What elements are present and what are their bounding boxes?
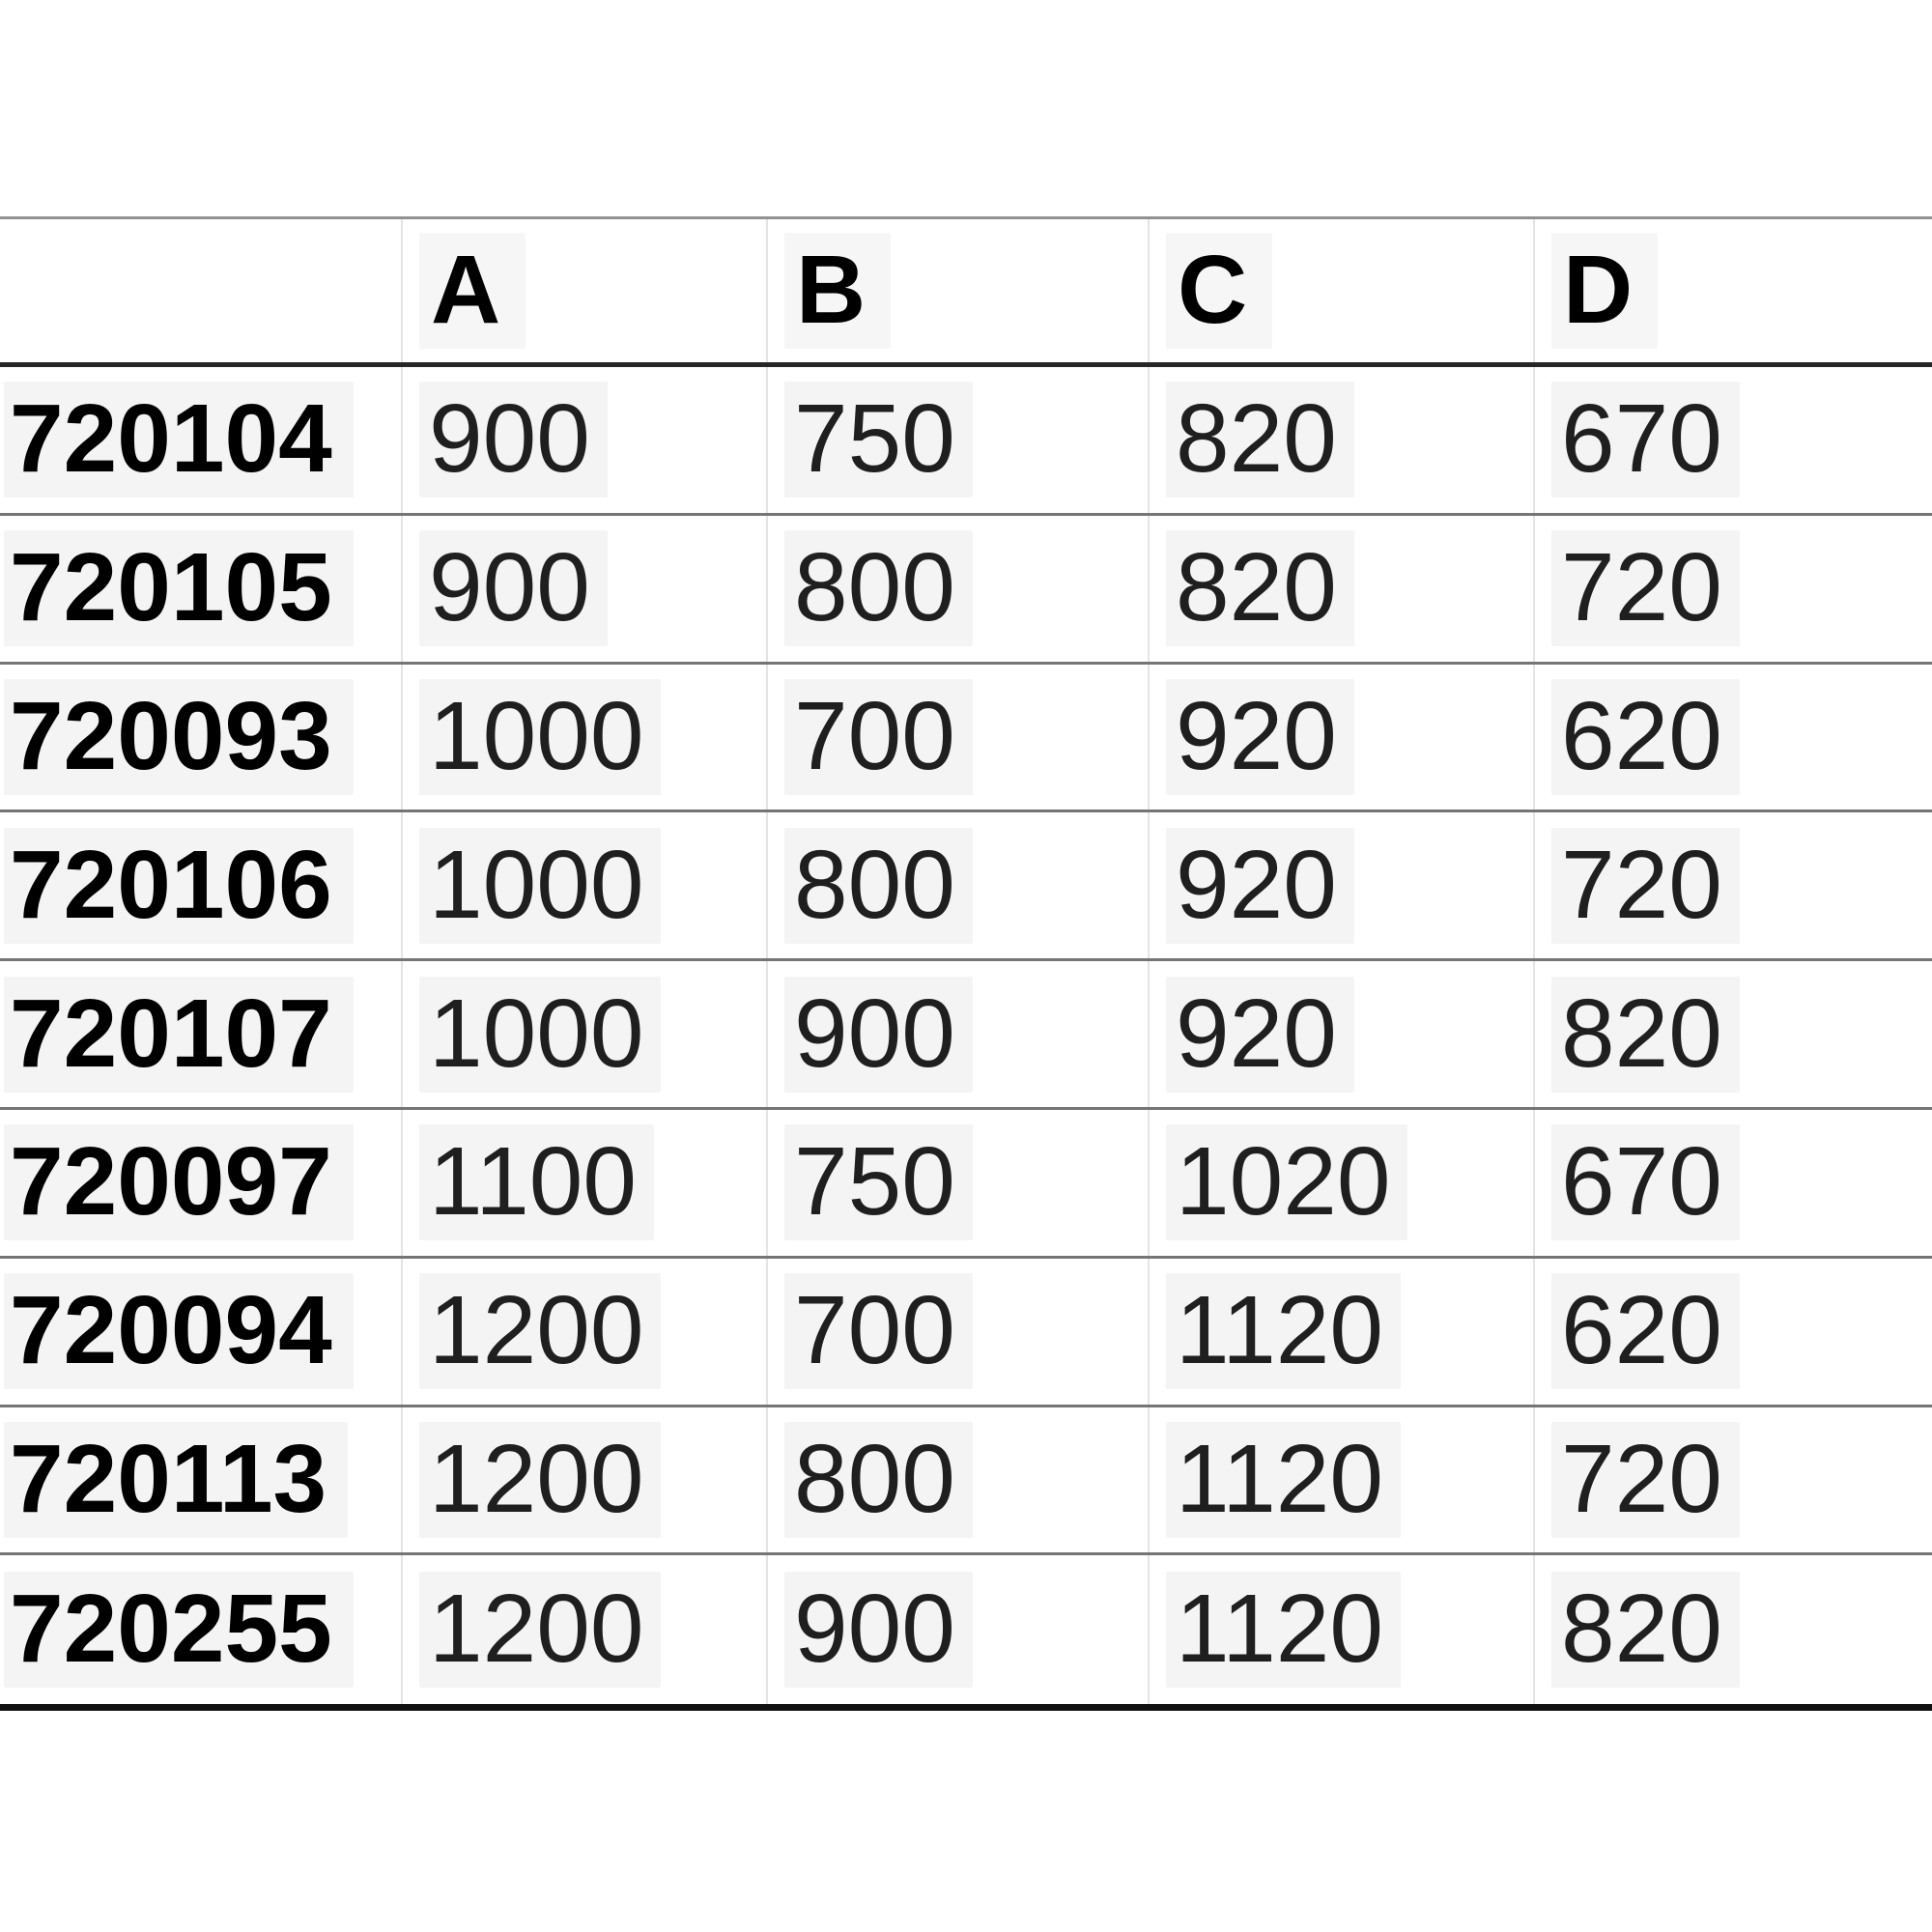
dimension-value: 800 xyxy=(784,1422,973,1538)
dimension-b-cell xyxy=(767,1422,1149,1538)
column-header-a: A xyxy=(402,233,767,349)
dimension-b-cell xyxy=(767,1273,1149,1389)
column-header-c: C xyxy=(1149,233,1534,349)
dimension-value: 920 xyxy=(1166,679,1354,795)
dimension-value: 820 xyxy=(1551,977,1740,1093)
product-code-cell xyxy=(0,1273,402,1389)
dimension-a-cell xyxy=(402,1273,767,1389)
dimension-value: 800 xyxy=(784,530,973,646)
dimension-b-cell xyxy=(767,1572,1149,1688)
dimension-a-cell xyxy=(402,828,767,944)
dimension-d-cell xyxy=(1534,530,1932,646)
dimension-b-cell xyxy=(767,1124,1149,1240)
dimension-b-cell xyxy=(767,382,1149,497)
dimension-a-cell xyxy=(402,977,767,1093)
dimension-value: 1120 xyxy=(1166,1572,1401,1688)
dimension-a-cell xyxy=(402,679,767,795)
dimension-value: 720 xyxy=(1551,530,1740,646)
dimension-value: 920 xyxy=(1166,828,1354,944)
dimension-value: 720 xyxy=(1551,1422,1740,1538)
product-code-cell xyxy=(0,1422,402,1538)
dimension-c-cell xyxy=(1149,828,1534,944)
dimension-value: 1100 xyxy=(419,1124,654,1240)
dimension-b-cell xyxy=(767,977,1149,1093)
dimension-value: 750 xyxy=(784,1124,973,1240)
dimension-value: 1000 xyxy=(419,828,661,944)
dimension-value: 1000 xyxy=(419,679,661,795)
dimension-value: 670 xyxy=(1551,382,1740,497)
dimension-value: 700 xyxy=(784,679,973,795)
dimension-d-cell xyxy=(1534,1273,1932,1389)
table-row xyxy=(0,961,1932,1110)
dimension-d-cell xyxy=(1534,1572,1932,1688)
product-code-value: 720255 xyxy=(4,1572,354,1688)
dimension-d-cell xyxy=(1534,679,1932,795)
product-code-value: 720094 xyxy=(4,1273,354,1389)
dimension-c-cell xyxy=(1149,679,1534,795)
dimension-a-cell xyxy=(402,1572,767,1688)
column-header-d: D xyxy=(1534,233,1932,349)
dimension-d-cell xyxy=(1534,977,1932,1093)
dimension-value: 900 xyxy=(784,977,973,1093)
dimension-c-cell xyxy=(1149,1124,1534,1240)
column-header-b: B xyxy=(767,233,1149,349)
dimension-value: 1200 xyxy=(419,1572,661,1688)
product-code-cell xyxy=(0,679,402,795)
dimension-d-cell xyxy=(1534,382,1932,497)
dimension-value: 820 xyxy=(1166,382,1354,497)
dimension-c-cell xyxy=(1149,530,1534,646)
dimension-value: 900 xyxy=(419,382,608,497)
dimension-value: 820 xyxy=(1551,1572,1740,1688)
dimension-value: 900 xyxy=(419,530,608,646)
product-code-cell xyxy=(0,828,402,944)
dimension-value: 1120 xyxy=(1166,1422,1401,1538)
table-header-row xyxy=(0,219,1932,367)
dimension-a-cell xyxy=(402,382,767,497)
dimension-d-cell xyxy=(1534,1124,1932,1240)
dimension-spec-table xyxy=(0,216,1932,1711)
table-row xyxy=(0,367,1932,516)
table-row xyxy=(0,516,1932,665)
dimension-c-cell xyxy=(1149,1572,1534,1688)
dimension-value: 900 xyxy=(784,1572,973,1688)
product-code-value: 720104 xyxy=(4,382,354,497)
dimension-value: 820 xyxy=(1166,530,1354,646)
table-row xyxy=(0,812,1932,961)
dimension-b-cell xyxy=(767,679,1149,795)
dimension-value: 1020 xyxy=(1166,1124,1407,1240)
dimension-value: 1200 xyxy=(419,1422,661,1538)
product-code-value: 720097 xyxy=(4,1124,354,1240)
dimension-b-cell xyxy=(767,828,1149,944)
dimension-c-cell xyxy=(1149,1422,1534,1538)
product-code-value: 720107 xyxy=(4,977,354,1093)
dimension-value: 620 xyxy=(1551,679,1740,795)
product-code-value: 720105 xyxy=(4,530,354,646)
table-row xyxy=(0,1555,1932,1704)
dimension-value: 1120 xyxy=(1166,1273,1401,1389)
dimension-value: 750 xyxy=(784,382,973,497)
dimension-d-cell xyxy=(1534,828,1932,944)
dimension-a-cell xyxy=(402,1124,767,1240)
dimension-value: 800 xyxy=(784,828,973,944)
product-code-cell xyxy=(0,530,402,646)
product-code-value: 720093 xyxy=(4,679,354,795)
dimension-d-cell xyxy=(1534,1422,1932,1538)
dimension-c-cell xyxy=(1149,977,1534,1093)
dimension-value: 670 xyxy=(1551,1124,1740,1240)
product-code-value: 720113 xyxy=(4,1422,348,1538)
dimension-a-cell xyxy=(402,1422,767,1538)
product-code-value: 720106 xyxy=(4,828,354,944)
dimension-c-cell xyxy=(1149,382,1534,497)
product-code-cell xyxy=(0,1572,402,1688)
product-code-cell xyxy=(0,382,402,497)
product-code-cell xyxy=(0,977,402,1093)
table-row xyxy=(0,1110,1932,1259)
table-row xyxy=(0,665,1932,813)
dimension-b-cell xyxy=(767,530,1149,646)
dimension-value: 1000 xyxy=(419,977,661,1093)
dimension-value: 1200 xyxy=(419,1273,661,1389)
dimension-value: 720 xyxy=(1551,828,1740,944)
table-row xyxy=(0,1259,1932,1407)
dimension-a-cell xyxy=(402,530,767,646)
product-code-cell xyxy=(0,1124,402,1240)
dimension-value: 700 xyxy=(784,1273,973,1389)
dimension-c-cell xyxy=(1149,1273,1534,1389)
dimension-value: 620 xyxy=(1551,1273,1740,1389)
dimension-value: 920 xyxy=(1166,977,1354,1093)
table-row xyxy=(0,1407,1932,1556)
